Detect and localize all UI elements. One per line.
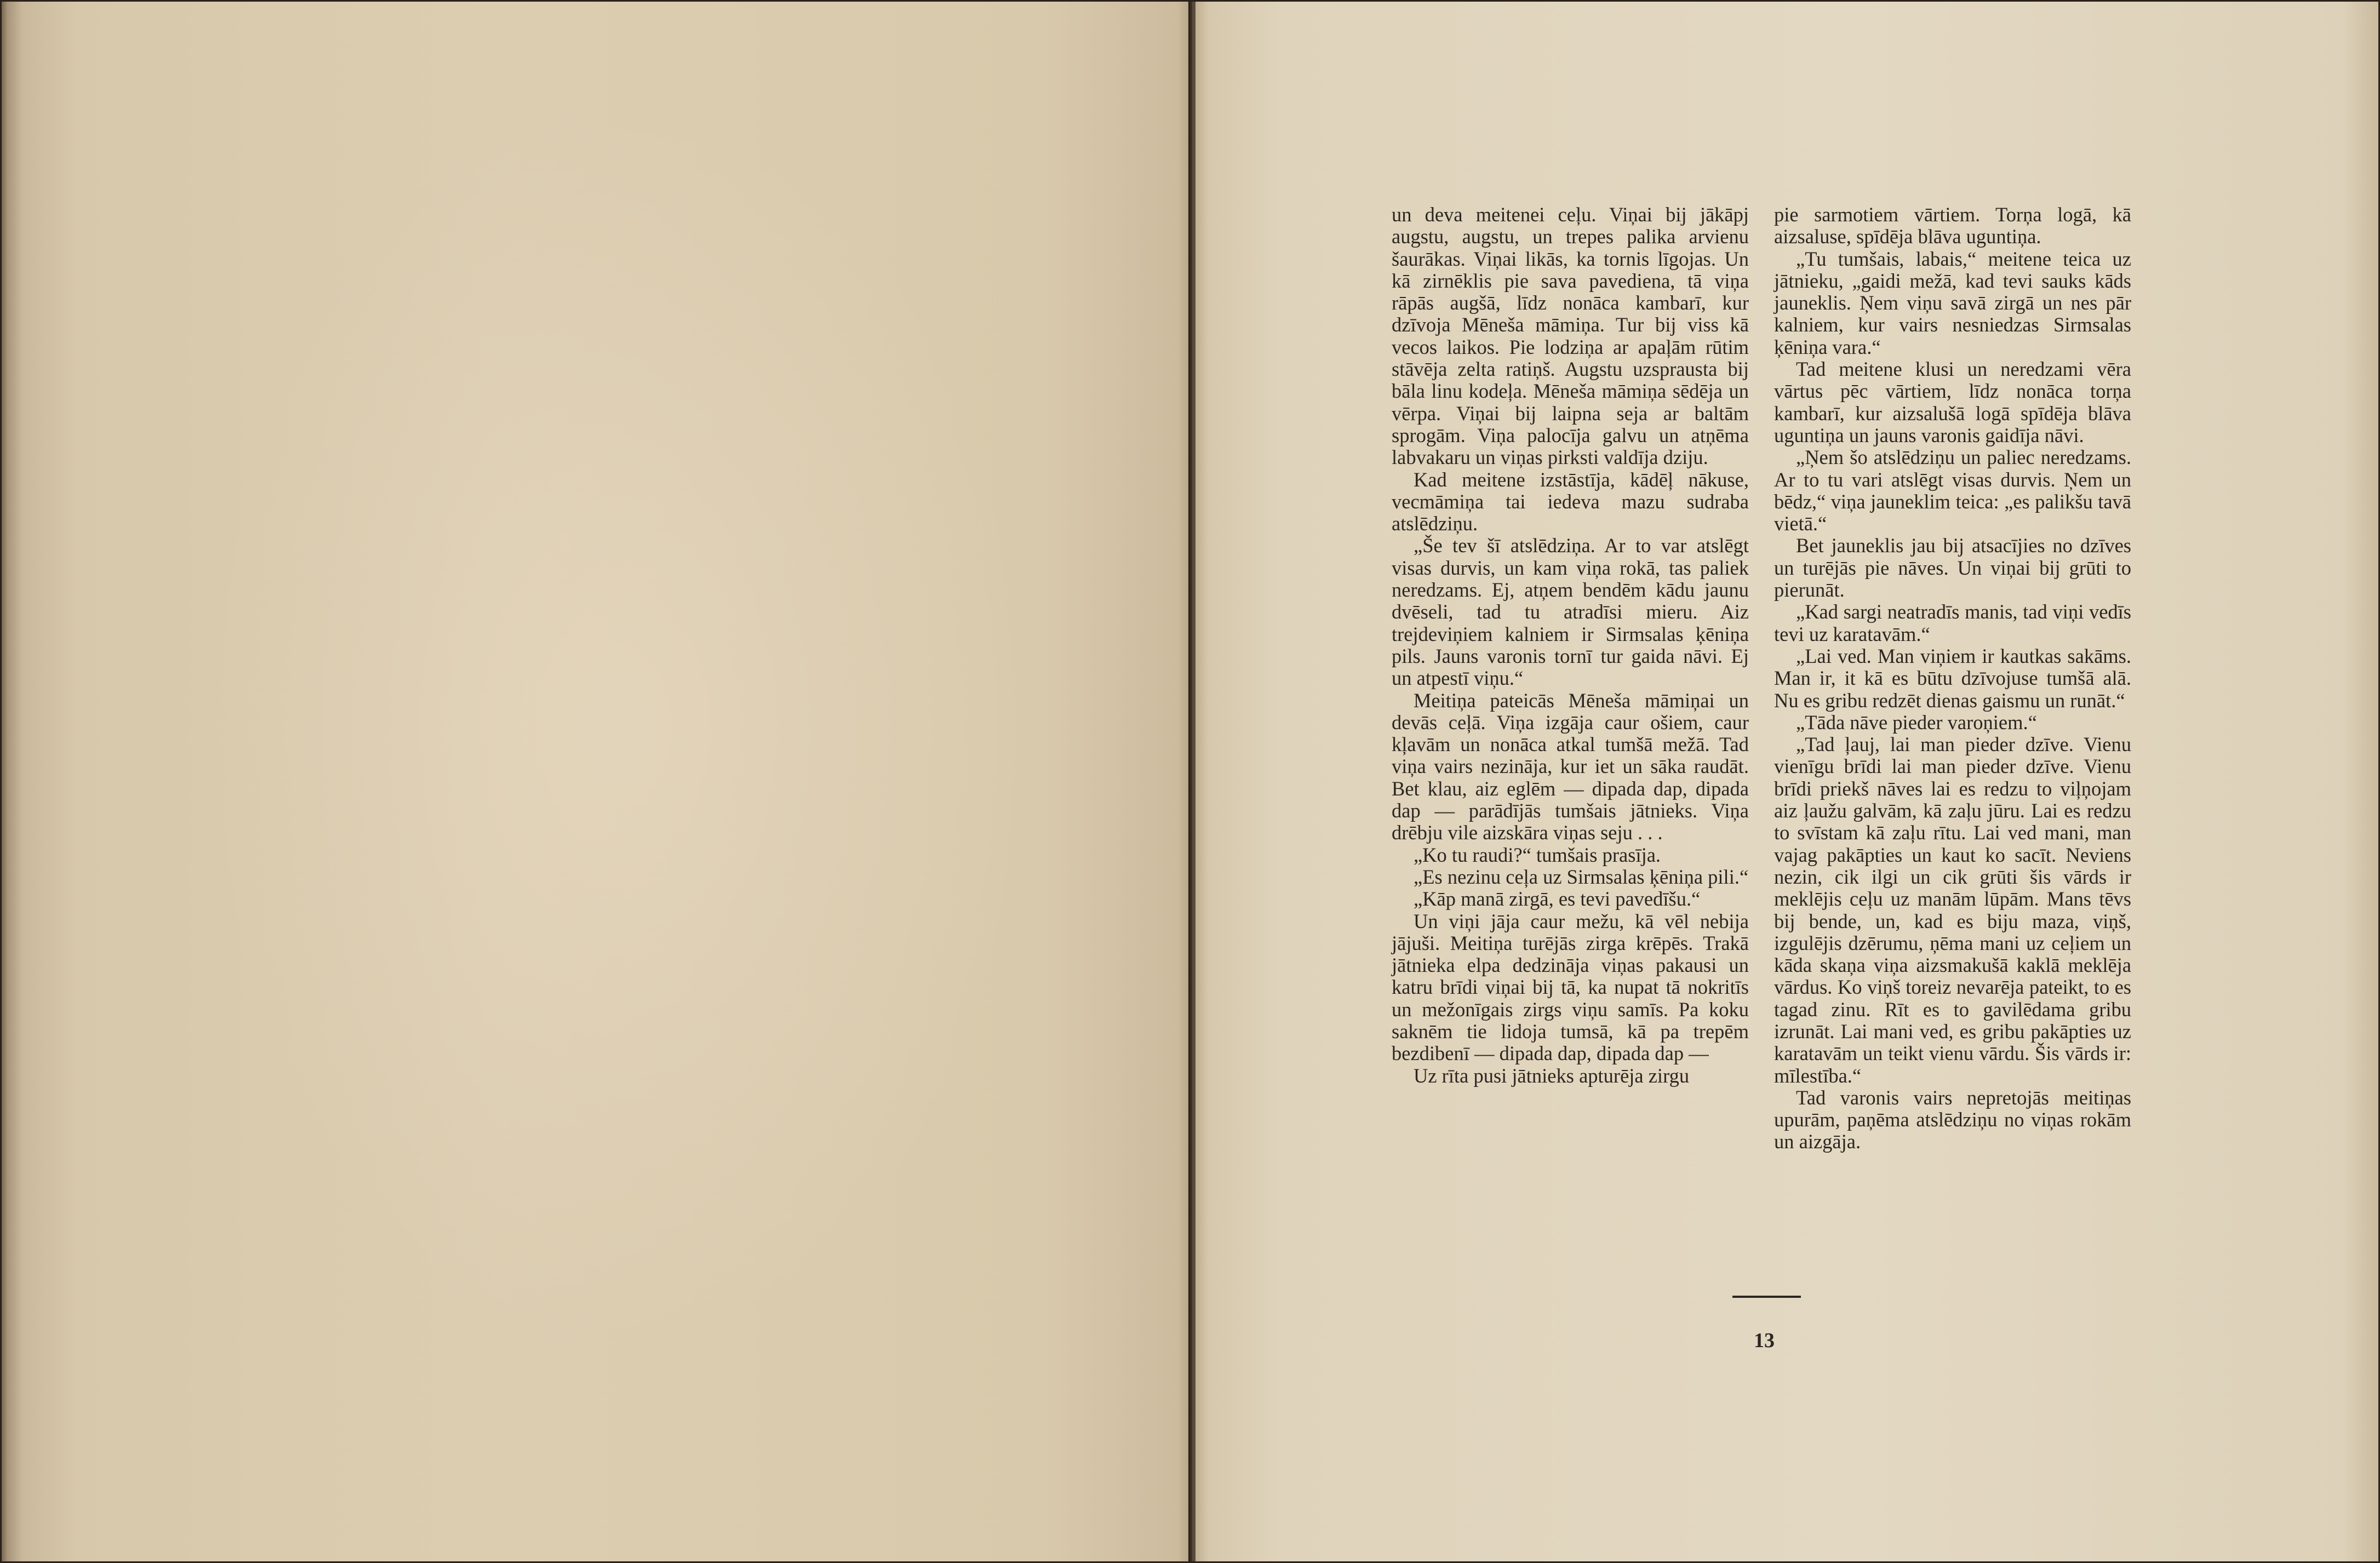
paragraph: Tad meitene klusi un neredzami vēra vārtus pēc vārtiem, līdz nonāca torņa kambarī, kur aizsalušā logā spīdēja blāva uguntiņa un jauns varonis gaidīja nāvi.: [1774, 358, 2131, 446]
paragraph: „Tu tumšais, labais,“ meitene teica uz jātnieku, „gaidi mežā, kad tevi sauks kāds jauneklis. Ņem viņu savā zirgā un nes pār kalniem, kur vairs nesniedzas Sirmsalas ķēniņa vara.“: [1774, 247, 2131, 358]
paragraph: Kad meitene izstāstīja, kādēļ nākuse, vecmāmiņa tai iedeva mazu sudraba atslēdziņu.: [1392, 468, 1749, 535]
paragraph: „Kad sargi neatradīs manis, tad viņi vedīs tevi uz karatavām.“: [1774, 600, 2131, 645]
paragraph: Uz rīta pusi jātnieks apturēja zirgu: [1414, 1064, 1690, 1087]
paragraph: un deva meitenei ceļu. Viņai bij jākāpj augstu, augstu, un trepes palika arvienu šaurākas. Viņai likās, ka tornis līgojas. Un kā zirnēklis pie sava pavediena, tā viņa rāpās augšā, līdz nonāca kambarī, kur dzīvoja Mēneša māmiņa. Tur bij viss kā vecos laikos. Pie lodziņa ar apaļām rūtim stāvēja zelta ratiņš. Augstu uzsprausta bij bāla linu kodeļa. Mēneša māmiņa sēdēja un vērpa. Viņai bij laipna seja ar baltām sprogām. Viņa palocīja galvu un atņēma labvakaru un viņas pirksti valdīja dziju.: [1392, 203, 1749, 469]
paragraph: „Ņem šo atslēdziņu un paliec neredzams. Ar to tu vari atslēgt visas durvis. Ņem un bēdz,“ viņa jauneklim teica: „es palikšu tavā vietā.“: [1774, 446, 2131, 535]
paragraph: Un viņi jāja caur mežu, kā vēl nebija jājuši. Meitiņa turējās zirga krēpēs. Trakā jātnieka elpa dedzināja viņas pakausi un katru brīdi viņai bij tā, ka nupat tā nokritīs un mežonīgais zirgs viņu samīs. Pa koku saknēm tie lidoja tumsā, kā pa trepēm bezdibenī — dipada dap, dipada dap —: [1392, 909, 1749, 1065]
page-gutter: [1192, 0, 1195, 1563]
text-column-left: [1392, 204, 1749, 1087]
paragraph: „Lai ved. Man viņiem ir kautkas sakāms. Man ir, it kā es būtu dzīvojuse tumšā alā. Nu es gribu redzēt dienas gaismu un runāt.“: [1774, 644, 2131, 712]
paragraph: Bet jauneklis jau bij atsacījies no dzīves un turējās pie nāves. Un viņai bij grūti to pierunāt.: [1774, 534, 2131, 602]
text-column-right: [1774, 204, 2131, 1153]
paragraph: „Tāda nāve pieder varoņiem.“: [1796, 711, 2037, 734]
paragraph: Tad varonis vairs nepretojās meitiņas upurām, paņēma atslēdziņu no viņas rokām un aizgāja.: [1774, 1086, 2131, 1153]
end-rule: [1732, 1296, 1801, 1298]
paragraph: Meitiņa pateicās Mēneša māmiņai un devās ceļā. Viņa izgāja caur ošiem, caur kļavām un nonāca atkal tumšā mežā. Tad viņa vairs nezināja, kur iet un sāka raudāt. Bet klau, aiz eglēm — dipada dap, dipada dap — parādījās tumšais jātnieks. Viņa drēbju vile aizskāra viņas seju . . .: [1392, 689, 1749, 844]
paragraph: „Es nezinu ceļa uz Sirmsalas ķēniņa pili.“: [1414, 865, 1749, 888]
paper-texture: [208, 99, 1030, 1359]
paragraph: pie sarmotiem vārtiem. Torņa logā, kā aizsaluse, spīdēja blāva uguntiņa.: [1774, 203, 2131, 248]
paragraph: „Še tev šī atslēdziņa. Ar to var atslēgt visas durvis, un kam viņa rokā, tas paliek neredzams. Ej, atņem bendēm kādu jaunu dvēseli, tad tu atradīsi mieru. Aiz trejdeviņiem kalniem ir Sirmsalas ķēniņa pils. Jauns varonis tornī tur gaida nāvi. Ej un atpestī viņu.“: [1392, 534, 1749, 690]
paragraph: „Tad ļauj, lai man pieder dzīve. Vienu vienīgu brīdi lai man pieder dzīve. Vienu brīdi priekš nāves lai es redzu to viļņojam aiz ļaužu galvām, kā zaļu jūru. Lai es redzu to svīstam kā zaļu rītu. Lai ved mani, man vajag pakāpties un kaut ko sacīt. Neviens nezin, cik ilgi un cik grūti šis vārds ir meklējis ceļu uz manām lūpām. Mans tēvs bij bende, un, kad es biju maza, viņš, izgulējis dzērumu, ņēma mani uz ceļiem un kāda skaņa viņa aizsmakušā kaklā meklēja vārdus. Ko viņš toreiz nevarēja pateikt, to es tagad zinu. Rīt es to gavilēdama gribu izrunāt. Lai mani ved, es gribu pakāpties uz karatavām un teikt vienu vārdu. Šis vārds ir: mīlestība.“: [1774, 733, 2131, 1087]
paragraph: „Kāp manā zirgā, es tevi pavedīšu.“: [1414, 888, 1701, 911]
page-number: 13: [1754, 1329, 1775, 1352]
paragraph: „Ko tu raudi?“ tumšais prasīja.: [1414, 843, 1661, 866]
